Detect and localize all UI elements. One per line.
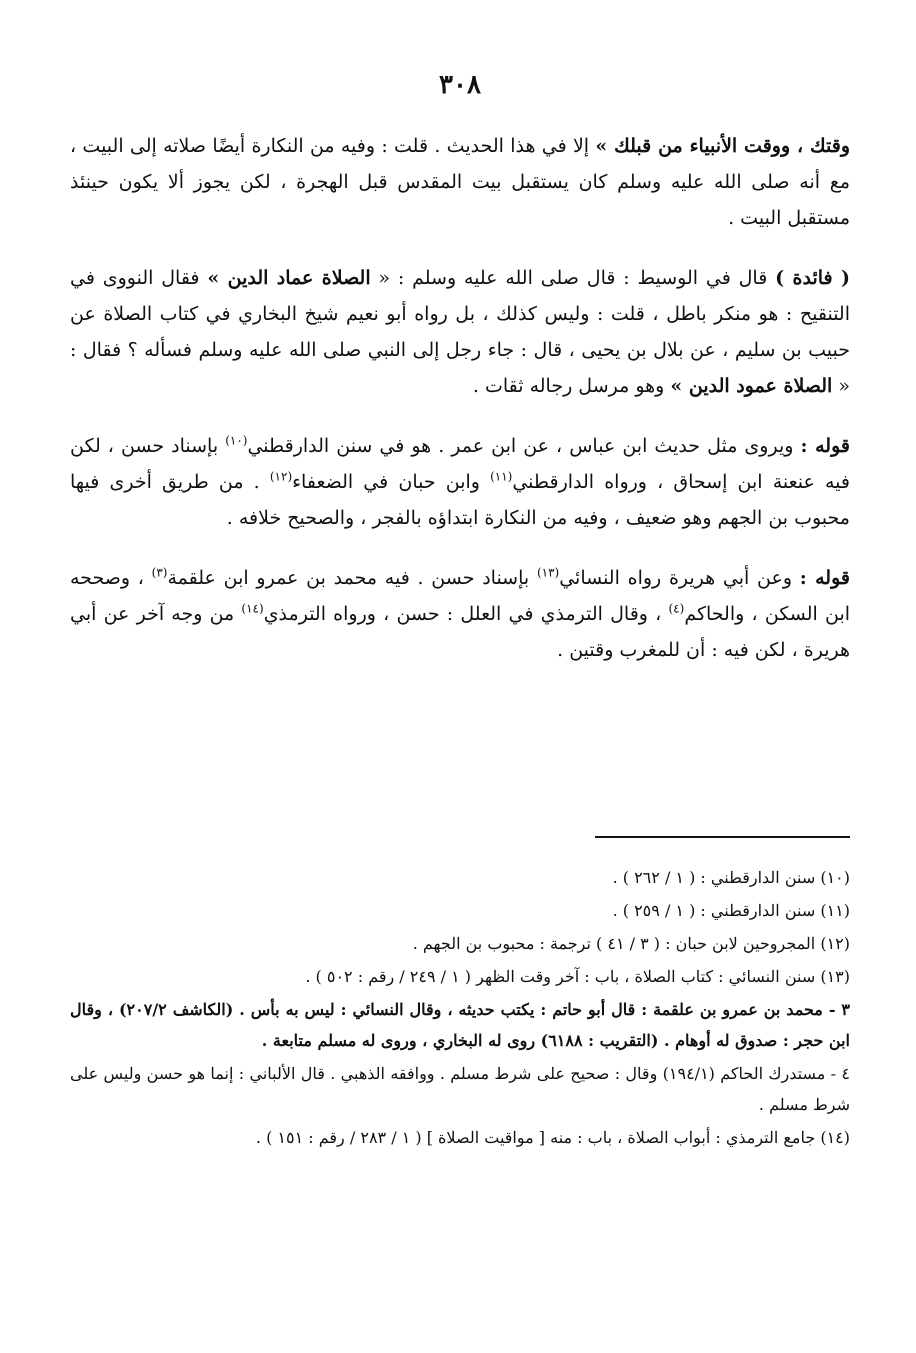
bold-phrase: قوله : <box>800 435 850 457</box>
paragraph-text: إلا في هذا الحديث . قلت : وفيه من النكارة أيضًا صلاته إلى البيت ، مع أنه صلى الله عليه وسلم كان يستقبل بيت المقدس قبل الهجرة ، لكن يجوز ألا يكون حينئذ مستقبل البيت . <box>70 135 850 229</box>
paragraph-2 <box>70 260 850 404</box>
bold-phrase: قوله : <box>799 567 850 589</box>
paragraph-text: قال في الوسيط : قال صلى الله عليه وسلم : « <box>370 267 776 289</box>
footnote-marker: (٤) <box>668 601 685 616</box>
paragraph-text: بإسناد حسن ، لكن فيه عنعنة ابن إسحاق ، ورواه الدارقطني <box>70 435 850 493</box>
book-page <box>70 0 850 1353</box>
paragraph-text: ، وصححه ابن السكن ، والحاكم <box>70 567 851 625</box>
footnote-10: (١٠) سنن الدارقطني : ( ١ / ٢٦٢ ) . <box>612 868 850 887</box>
footnote-marker: (٣) <box>151 565 168 580</box>
bold-phrase: الصلاة عماد الدين » <box>207 267 371 289</box>
footnote-12: (١٢) المجروحين لابن حبان : ( ٣ / ٤١ ) ترجمة : محبوب بن الجهم . <box>412 934 850 953</box>
footnote-marker: (١٤) <box>241 601 264 616</box>
footnote-divider <box>595 836 850 838</box>
paragraph-text: وابن حبان في الضعفاء <box>292 471 491 493</box>
footnote-13: (١٣) سنن النسائي : كتاب الصلاة ، باب : آخر وقت الظهر ( ١ / ٢٤٩ / رقم : ٥٠٢ ) . <box>305 967 850 986</box>
paragraph-4 <box>70 560 850 668</box>
page-number: ٣٠٨ <box>439 70 481 100</box>
paragraph-1 <box>70 128 850 236</box>
footnote-4: ٤ - مستدرك الحاكم (١٩٤/١) وقال : صحيح على شرط مسلم . ووافقه الذهبي . قال الألباني : إنما هو حسن وليس على شرط مسلم . <box>70 1064 851 1114</box>
paragraph-text: من وجه آخر عن أبي هريرة ، لكن فيه : أن للمغرب وقتين . <box>70 603 850 661</box>
footnote-marker: (١٣) <box>536 565 560 580</box>
footnote-11: (١١) سنن الدارقطني : ( ١ / ٢٥٩ ) . <box>612 901 850 920</box>
paragraph-text: وهو مرسل رجاله ثقات . <box>472 375 671 397</box>
bold-phrase: الصلاة عمود الدين » <box>670 375 833 397</box>
bold-phrase: ( فائدة ) <box>775 267 850 289</box>
paragraph-text: بإسناد حسن . فيه محمد بن عمرو ابن علقمة <box>167 567 537 589</box>
paragraph-text: ، وقال الترمذي في العلل : حسن ، ورواه الترمذي <box>263 603 669 625</box>
footnotes <box>70 862 850 1155</box>
footnote-marker: (١٠) <box>225 433 248 448</box>
paragraph-text: ويروى مثل حديث ابن عباس ، عن ابن عمر . هو في سنن الدارقطني <box>247 435 801 457</box>
footnote-marker: (١٢) <box>269 469 293 484</box>
footnote-3: ٣ - محمد بن عمرو بن علقمة : قال أبو حاتم : يكتب حديثه ، وقال النسائي : ليس به بأس . (الكاشف ٢٠٧/٢) ، وقال ابن حجر : صدوق له أوهام . (التقريب : ٦١٨٨) روى له البخاري ، وروى له مسلم متابعة . <box>70 1000 851 1050</box>
paragraph-3 <box>70 428 850 536</box>
paragraph-text: وعن أبي هريرة رواه النسائي <box>559 567 800 589</box>
main-text <box>70 128 850 692</box>
paragraph-text: . من طريق أخرى فيها محبوب بن الجهم وهو ضعيف ، وفيه من النكارة ابتداؤه بالفجر ، والصحيح خلافه . <box>70 471 850 529</box>
footnote-marker: (١١) <box>490 469 513 484</box>
paragraph-text: فقال النووى في التنقيح : هو منكر باطل ، قلت : وليس كذلك ، بل رواه أبو نعيم شيخ البخاري في كتاب الصلاة عن حبيب بن سليم ، عن بلال بن يحيى ، قال : جاء رجل إلى النبي صلى الله عليه وسلم فسأله ؟ فقال : « <box>70 267 850 397</box>
bold-phrase: وقتك ، ووقت الأنبياء من قبلك » <box>595 135 850 157</box>
footnote-14: (١٤) جامع الترمذي : أبواب الصلاة ، باب : منه [ مواقيت الصلاة ] ( ١ / ٢٨٣ / رقم : ١٥١ ) . <box>255 1128 850 1147</box>
